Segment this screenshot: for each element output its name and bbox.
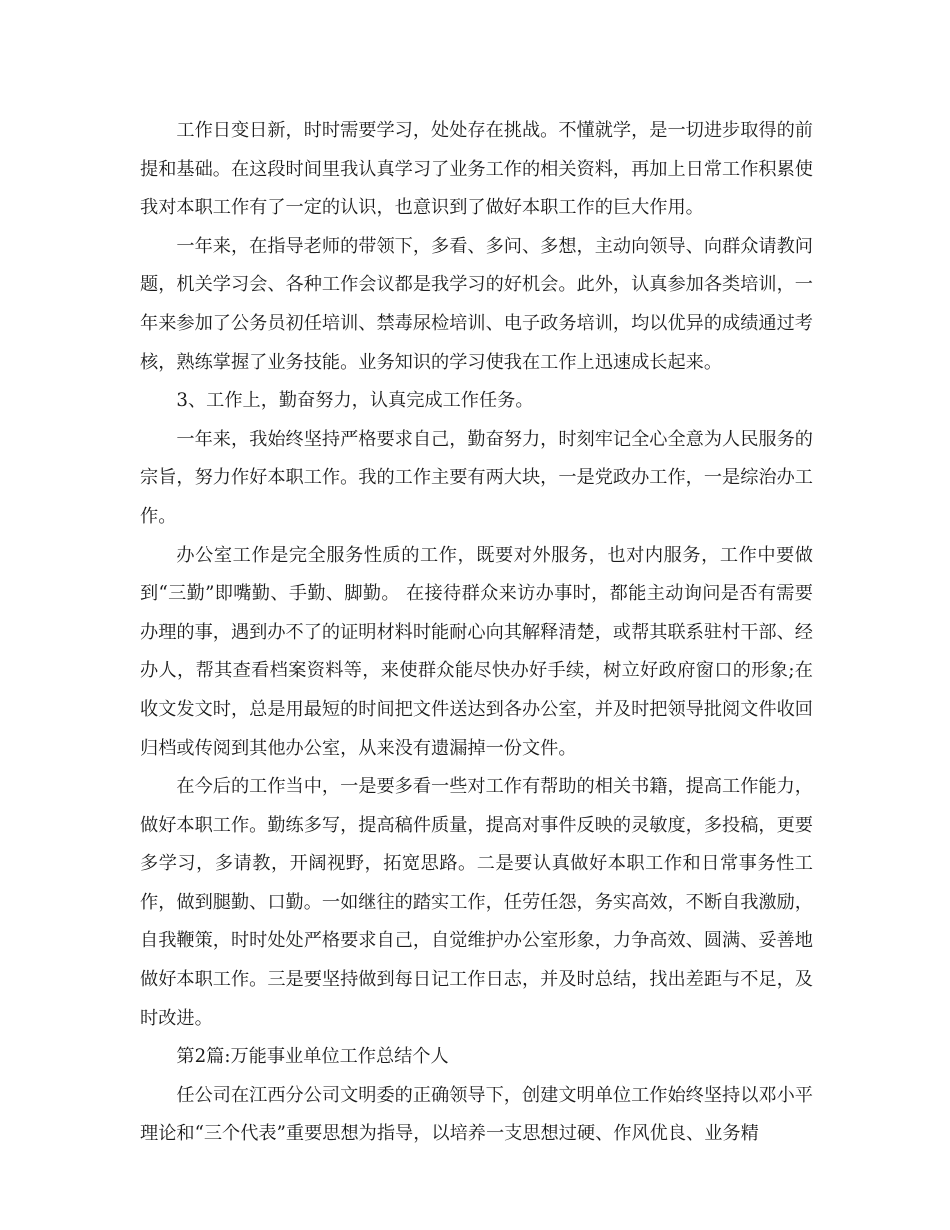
article-heading: 第2篇:万能事业单位工作总结个人 xyxy=(176,1046,449,1068)
paragraph-future-plans: 在今后的工作当中，一是要多看一些对工作有帮助的相关书籍，提高工作能力，做好本职工作。勤练多写，提高稿件质量，提高对事件反映的灵敏度，多投稿，更要多学习，多请教，开阔视野，拓宽思路。二是要认真做好本职工作和日常事务性工作，做到腿勤、口勤。一如继往的踏实工作，任劳任怨，务实高效，不断自我激励，自我鞭策，时时处处严格要求自己，自觉维护办公室形象，力争高效、圆满、妥善地做好本职工作。三是要坚持做到每日记工作日志，并及时总结，找出差距与不足，及时改进。 xyxy=(140,776,813,1029)
paragraph-learning: 工作日变日新，时时需要学习，处处存在挑战。不懂就学，是一切进步取得的前提和基础。在这段时间里我认真学习了业务工作的相关资料，再加上日常工作积累使我对本职工作有了一定的认识，也意识到了做好本职工作的巨大作用。 xyxy=(140,120,813,219)
paragraph-section-3: 3、工作上，勤奋努力，认真完成工作任务。 xyxy=(176,390,534,412)
paragraph-office-work: 办公室工作是完全服务性质的工作，既要对外服务，也对内服务，工作中要做到“三勤”即嘴勤、手勤、脚勤。 在接待群众来访办事时，都能主动询问是否有需要办理的事，遇到办不了的证明材料时能耐心向其解释清楚，或帮其联系驻村干部、经办人，帮其查看档案资料等，来使群众能尽快办好手续，树立好政府窗口的形象;在收文发文时，总是用最短的时间把文件送达到各办公室，并及时把领导批阅文件收回归档或传阅到其他办公室，从来没有遗漏掉一份文件。 xyxy=(140,544,813,759)
document-page xyxy=(140,112,813,1154)
paragraph-company-intro: 任公司在江西分公司文明委的正确领导下，创建文明单位工作始终坚持以邓小平理论和“三个代表”重要思想为指导，以培养一支思想过硬、作风优良、业务精 xyxy=(140,1084,813,1145)
paragraph-work-duty: 一年来，我始终坚持严格要求自己，勤奋努力，时刻牢记全心全意为人民服务的宗旨，努力作好本职工作。我的工作主要有两大块，一是党政办工作，一是综治办工作。 xyxy=(140,428,813,527)
paragraph-training: 一年来，在指导老师的带领下，多看、多问、多想，主动向领导、向群众请教问题，机关学习会、各种工作会议都是我学习的好机会。此外，认真参加各类培训，一年来参加了公务员初任培训、禁毒尿检培训、电子政务培训，均以优异的成绩通过考核，熟练掌握了业务技能。业务知识的学习使我在工作上迅速成长起来。 xyxy=(140,235,813,373)
